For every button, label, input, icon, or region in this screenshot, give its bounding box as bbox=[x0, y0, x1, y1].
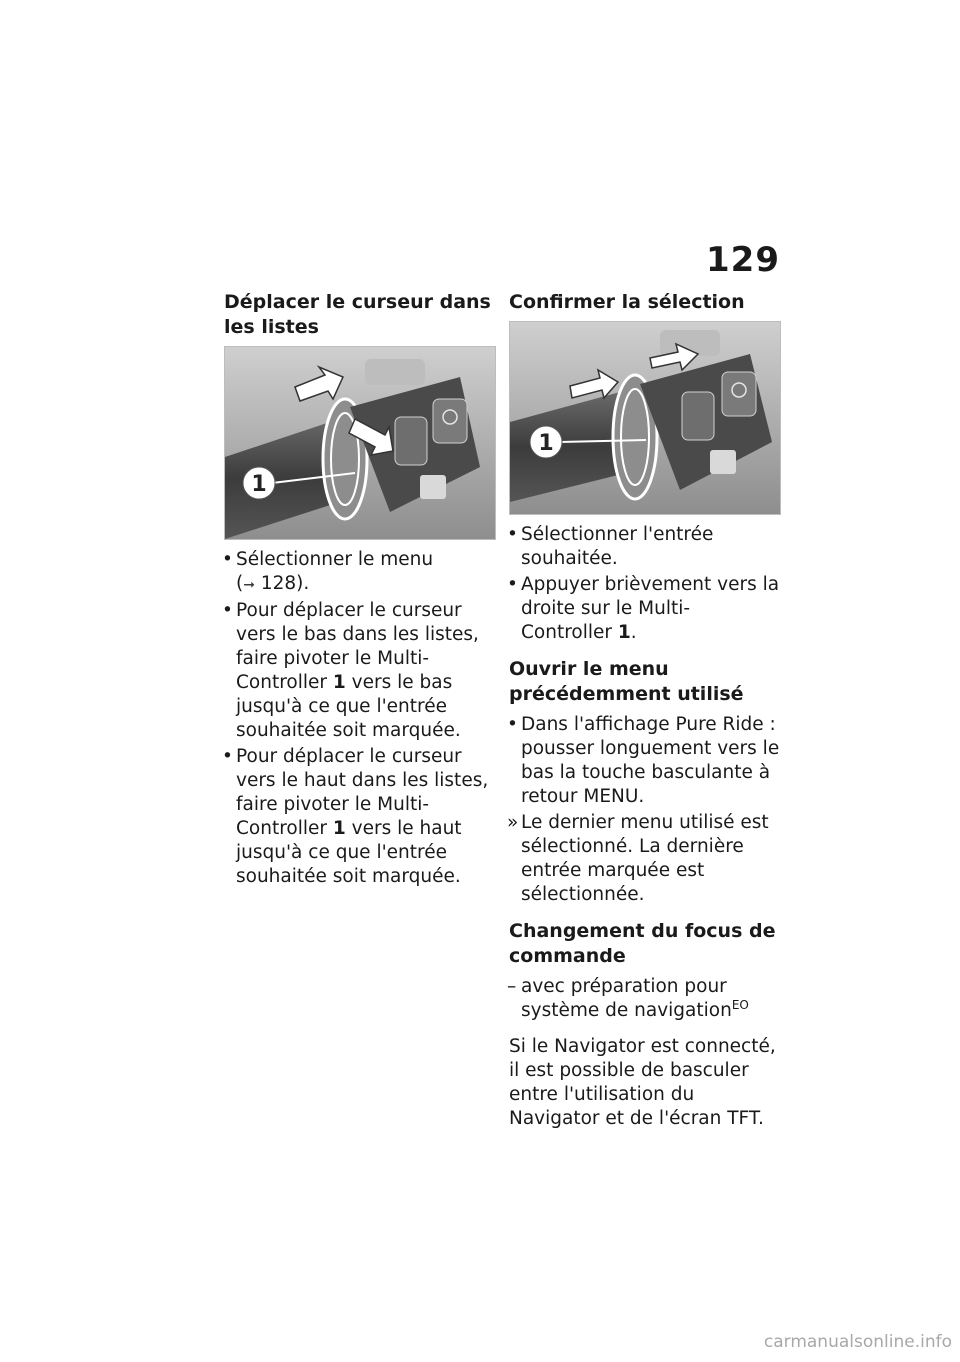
list-item: • Dans l'affichage Pure Ride : pousser longuement vers le bas la touche basculante à retour MENU. bbox=[507, 714, 780, 807]
ref-number: 1 bbox=[332, 818, 346, 839]
watermark: carmanualsonline.info bbox=[763, 1332, 952, 1352]
section-heading-cursor-lists: Déplacer le curseur dans les listes bbox=[224, 291, 491, 338]
instruction-list-confirm bbox=[509, 523, 781, 645]
instruction-list-focus bbox=[509, 975, 781, 1023]
handlebar-illustration bbox=[510, 322, 780, 514]
list-item: – avec préparation pour système de navigation$^{EO}$ bbox=[507, 976, 749, 1021]
bullet-marker: • bbox=[222, 600, 233, 621]
figure-callout-1: 1 bbox=[251, 472, 267, 497]
body-paragraph: Si le Navigator est connecté, il est possible de basculer entre l'utilisation du Navigator et de l'écran TFT. bbox=[509, 1036, 776, 1129]
list-item: • Pour déplacer le curseur vers le bas dans les listes, faire pivoter le Multi-Controller 1 vers le bas jusqu'à ce que l'entrée souhaitée soit marquée. bbox=[222, 600, 479, 741]
list-item: • Pour déplacer le curseur vers le haut dans les listes, faire pivoter le Multi-Controller 1 vers le haut jusqu'à ce que l'entrée souhaitée soit marquée. bbox=[222, 746, 489, 887]
bullet-marker: • bbox=[222, 746, 233, 767]
ref-number: 1 bbox=[332, 672, 346, 693]
list-item: » Le dernier menu utilisé est sélectionné. La dernière entrée marquée est sélectionnée. bbox=[507, 812, 769, 905]
bullet-marker: • bbox=[507, 574, 518, 595]
handlebar-illustration bbox=[225, 347, 495, 539]
list-item: • Appuyer brièvement vers la droite sur le Multi-Controller 1. bbox=[507, 574, 780, 643]
crossref-link[interactable]: 128 bbox=[260, 573, 297, 594]
page-number: 129 bbox=[706, 240, 780, 280]
section-heading-confirm: Confirmer la sélection bbox=[509, 291, 745, 313]
figure-multi-controller-rotate bbox=[224, 346, 496, 540]
bullet-marker: • bbox=[507, 524, 518, 545]
result-marker: » bbox=[507, 812, 519, 833]
figure-callout-1: 1 bbox=[538, 431, 554, 456]
list-item: • Sélectionner l'entrée souhaitée. bbox=[507, 524, 714, 569]
bullet-marker: • bbox=[507, 714, 518, 735]
list-item: • Sélectionner le menu (➞ 128). bbox=[222, 549, 434, 594]
instruction-list-left bbox=[224, 548, 496, 889]
option-superscript: EO bbox=[731, 997, 749, 1012]
bullet-marker: • bbox=[222, 549, 233, 570]
instruction-list-last-menu bbox=[509, 713, 781, 907]
left-column bbox=[224, 290, 496, 891]
section-heading-last-menu: Ouvrir le menu précédemment utilisé bbox=[509, 658, 744, 705]
figure-multi-controller-push bbox=[509, 321, 781, 515]
crossref-arrow-icon: ➞ bbox=[243, 577, 255, 593]
dash-marker: – bbox=[507, 976, 517, 997]
right-column bbox=[509, 290, 781, 1139]
ref-number: 1 bbox=[617, 622, 631, 643]
section-heading-focus: Changement du focus de commande bbox=[509, 920, 776, 967]
